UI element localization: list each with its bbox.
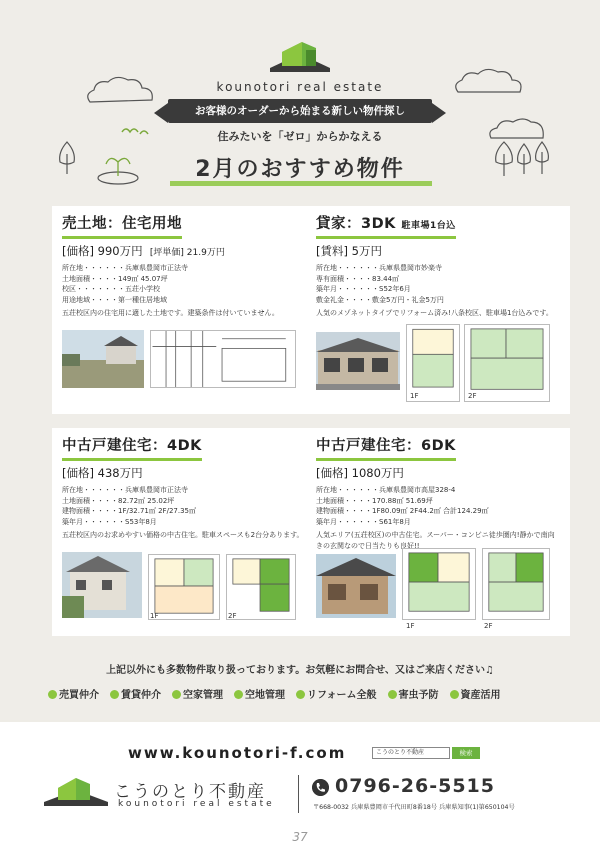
service-item: 売買仲介 — [48, 686, 99, 701]
listing-description: 五荘校区内の住宅用に適した土地です。建築条件は付いていません。 — [62, 309, 279, 317]
tagline-ribbon: お客様のオーダーから始まる新しい物件探し — [168, 99, 432, 123]
price: 438万円 — [97, 466, 143, 480]
floor-plan-2f — [482, 548, 550, 620]
floor-plan-1f — [406, 324, 460, 402]
bullet-icon — [296, 690, 305, 699]
page-number: 37 — [292, 830, 308, 844]
floor-plan-1f — [402, 548, 476, 620]
address: 〒668-0032 兵庫県豊岡市千代田町8番18号 兵庫県知事(1)第650104号 — [313, 804, 515, 811]
spec-list: 所在地・・・・・・兵庫県豊岡市正法寺 土地面積・・・・149㎡ 45.07坪 校区・・・・・・・五荘小学校 用途地域・・・・第一種住居地域 — [62, 264, 188, 304]
listing-card-house-6dk[interactable] — [306, 428, 570, 636]
listing-description: 人気のメゾネットタイプでリフォーム済み!八条校区、駐車場1台込みです。 — [316, 309, 553, 317]
floor-plan-2f — [464, 324, 550, 402]
listing-title: 売土地：住宅用地 — [62, 212, 182, 239]
service-item: リフォーム全般 — [296, 686, 377, 701]
listing-title: 中古戸建住宅：4DK — [62, 434, 202, 461]
service-list — [48, 686, 568, 701]
floor-label: 1F — [406, 622, 415, 630]
property-photo — [62, 552, 142, 618]
listing-card-rental[interactable] — [306, 206, 570, 414]
company-name-english: kounotori real estate — [118, 799, 275, 809]
spec-list: 所在地・・・・・・兵庫県豊岡市妙楽寺 専有面積・・・・83.44㎡ 築年月・・・・・・S52年6月 敷金礼金・・・・敷金5万円・礼金5万円 — [316, 264, 444, 304]
listing-card-land[interactable] — [52, 206, 316, 414]
price-row: [価格] 438万円 — [62, 466, 143, 480]
service-item: 賃貸仲介 — [110, 686, 161, 701]
price-row: [価格] 990万円 [坪単価] 21.9万円 — [62, 244, 225, 258]
bullet-icon — [172, 690, 181, 699]
service-item: 空家管理 — [172, 686, 223, 701]
listing-card-house-4dk[interactable] — [52, 428, 316, 636]
spec-list: 所在地・・・・・・兵庫県豊岡市正法寺 土地面積・・・・82.72㎡ 25.02坪 建物面積・・・・1F/32.71㎡ 2F/27.35㎡ 築年月・・・・・・S53年8月 — [62, 486, 196, 526]
listing-description: 人気エリア(五荘校区)の中古住宅。スーパー・コンビニ徒歩圏内!静かで南向きの玄関なので日当たりも良好!! — [316, 531, 555, 550]
website-link[interactable]: www.kounotori-f.com — [128, 744, 347, 762]
service-item: 空地管理 — [234, 686, 285, 701]
floor-plan-2f — [226, 554, 296, 620]
floor-label: 1F — [410, 392, 419, 400]
floor-plan-1f — [148, 554, 220, 620]
phone-number[interactable]: 0796-26-5515 — [335, 775, 495, 797]
house-logo-icon — [44, 772, 108, 808]
floor-label: 2F — [228, 612, 237, 620]
contact-note: 上記以外にも多数物件取り扱っております。お気軽にお問合せ、又はご来店ください♫ — [106, 665, 494, 676]
service-item: 害虫予防 — [388, 686, 439, 701]
floor-label: 2F — [484, 622, 493, 630]
price-row: [賃料] 5万円 — [316, 244, 382, 258]
price: 990万円 — [97, 244, 143, 258]
search-button[interactable]: 検索 — [452, 747, 480, 759]
floor-label: 2F — [468, 392, 477, 400]
bullet-icon — [388, 690, 397, 699]
bullet-icon — [450, 690, 459, 699]
search-input[interactable]: こうのとり不動産 — [372, 747, 450, 759]
company-name: こうのとり不動産 — [114, 782, 266, 802]
listing-title: 中古戸建住宅：6DK — [316, 434, 456, 461]
floor-label: 1F — [150, 612, 159, 620]
property-photo — [62, 330, 144, 388]
house-logo-icon — [268, 30, 332, 76]
unit-price: [坪単価] 21.9万円 — [149, 248, 225, 258]
listing-title: 貸家：3DK 駐車場1台込 — [316, 212, 456, 239]
bullet-icon — [110, 690, 119, 699]
subhead: 住みたいを「ゼロ」からかなえる — [217, 130, 383, 143]
price: 5万円 — [351, 244, 382, 258]
site-map — [150, 330, 296, 388]
spec-list: 所在地・・・・・・兵庫県豊岡市高屋328-4 土地面積・・・・170.88㎡ 51.69坪 建物面積・・・・1F80.09㎡ 2F44.2㎡ 合計124.29㎡ 築年月・・・・・・S61年8月 — [316, 486, 489, 526]
bullet-icon — [48, 690, 57, 699]
price: 1080万円 — [351, 466, 404, 480]
service-item: 資産活用 — [450, 686, 501, 701]
page-title: 2月のおすすめ物件 — [195, 157, 405, 182]
listing-description: 五荘校区内のお求めやすい価格の中古住宅。駐車スペースも2台分あります。 — [62, 531, 304, 539]
phone-icon — [312, 779, 329, 796]
price-row: [価格] 1080万円 — [316, 466, 404, 480]
brand-english: kounotori real estate — [216, 80, 384, 94]
property-photo — [316, 332, 400, 390]
divider — [298, 775, 299, 813]
property-photo — [316, 554, 396, 618]
bullet-icon — [234, 690, 243, 699]
